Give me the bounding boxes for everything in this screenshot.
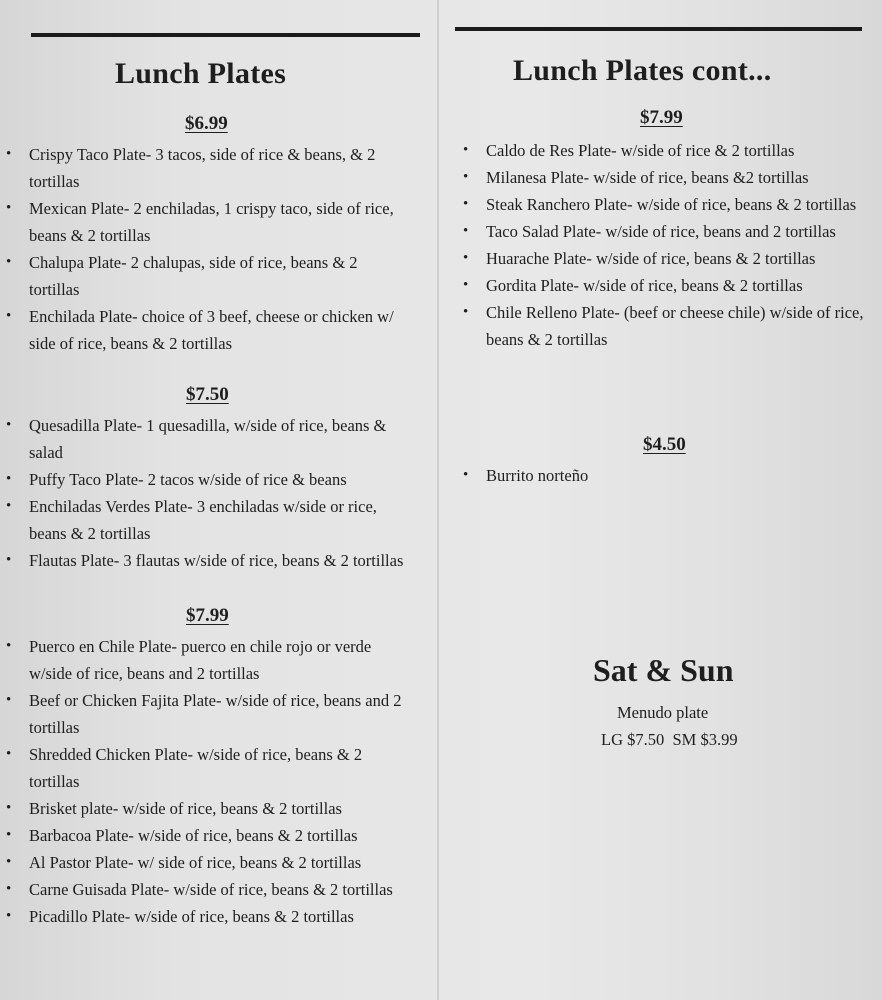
menu-item: • Enchiladas Verdes Plate- 3 enchiladas w/side or rice, beans & 2 tortillas [6, 493, 406, 547]
price-heading-7-99-left: $7.99 [186, 605, 229, 626]
price-heading-7-50: $7.50 [186, 384, 229, 405]
menu-item: • Milanesa Plate- w/side of rice, beans &2 tortillas [463, 164, 868, 191]
menu-item: • Puffy Taco Plate- 2 tacos w/side of rice & beans [6, 466, 406, 493]
right-column-title: Lunch Plates cont... [513, 54, 772, 87]
menu-item: • Huarache Plate- w/side of rice, beans & 2 tortillas [463, 245, 868, 272]
menu-list-6-99 [6, 141, 406, 357]
menu-item: • Barbacoa Plate- w/side of rice, beans & 2 tortillas [6, 822, 406, 849]
left-column-title: Lunch Plates [115, 57, 287, 90]
menu-item: • Chile Relleno Plate- (beef or cheese chile) w/side of rice, beans & 2 tortillas [463, 299, 868, 353]
menu-item: • Quesadilla Plate- 1 quesadilla, w/side of rice, beans & salad [6, 412, 406, 466]
menu-item: • Brisket plate- w/side of rice, beans & 2 tortillas [6, 795, 406, 822]
weekend-item: Menudo plate [617, 703, 709, 722]
right-column-rule [455, 27, 862, 31]
menu-list-7-50 [6, 412, 406, 574]
menu-item: • Carne Guisada Plate- w/side of rice, beans & 2 tortillas [6, 876, 406, 903]
weekend-title: Sat & Sun [593, 652, 734, 688]
price-heading-7-99-right: $7.99 [640, 107, 683, 128]
menu-list-4-50 [463, 462, 868, 489]
page-fold [437, 0, 439, 1000]
menu-item: • Shredded Chicken Plate- w/side of rice, beans & 2 tortillas [6, 741, 406, 795]
menu-item: • Caldo de Res Plate- w/side of rice & 2 tortillas [463, 137, 868, 164]
menu-list-7-99-left [6, 633, 406, 930]
price-heading-6-99: $6.99 [185, 113, 228, 134]
menu-item: • Beef or Chicken Fajita Plate- w/side of rice, beans and 2 tortillas [6, 687, 406, 741]
menu-item: • Mexican Plate- 2 enchiladas, 1 crispy taco, side of rice, beans & 2 tortillas [6, 195, 406, 249]
menu-item: • Taco Salad Plate- w/side of rice, beans and 2 tortillas [463, 218, 868, 245]
left-column-rule [31, 33, 420, 37]
price-heading-4-50: $4.50 [643, 434, 686, 455]
weekend-prices: LG $7.50 SM $3.99 [601, 730, 738, 749]
menu-item: • Al Pastor Plate- w/ side of rice, beans & 2 tortillas [6, 849, 406, 876]
menu-item: • Chalupa Plate- 2 chalupas, side of rice, beans & 2 tortillas [6, 249, 406, 303]
menu-item: • Enchilada Plate- choice of 3 beef, cheese or chicken w/ side of rice, beans & 2 tortillas [6, 303, 406, 357]
menu-item: • Steak Ranchero Plate- w/side of rice, beans & 2 tortillas [463, 191, 868, 218]
menu-item: • Gordita Plate- w/side of rice, beans & 2 tortillas [463, 272, 868, 299]
menu-item: • Puerco en Chile Plate- puerco en chile rojo or verde w/side of rice, beans and 2 tortillas [6, 633, 406, 687]
menu-list-7-99-right [463, 137, 868, 353]
menu-item: • Crispy Taco Plate- 3 tacos, side of rice & beans, & 2 tortillas [6, 141, 406, 195]
menu-item: • Picadillo Plate- w/side of rice, beans & 2 tortillas [6, 903, 406, 930]
menu-item: • Burrito norteño [463, 462, 868, 489]
menu-item: • Flautas Plate- 3 flautas w/side of rice, beans & 2 tortillas [6, 547, 406, 574]
